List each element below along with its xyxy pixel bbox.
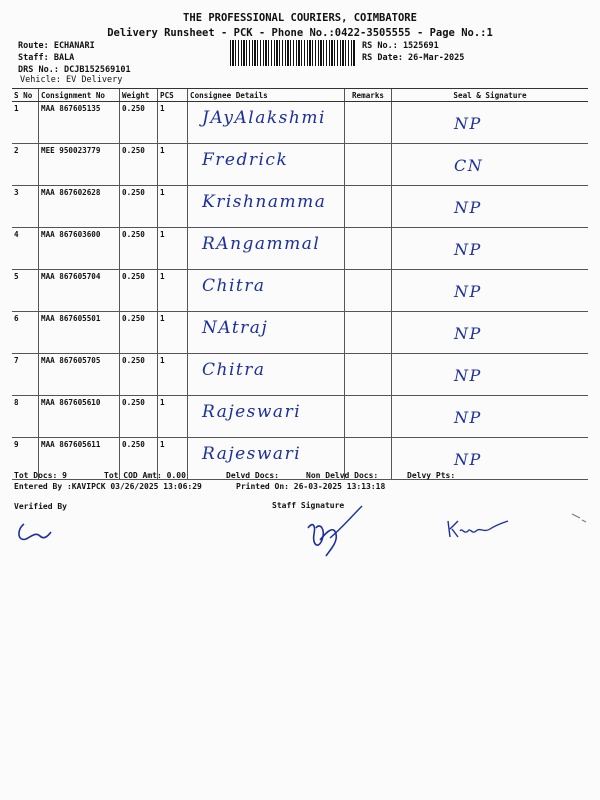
table-row — [12, 270, 588, 312]
cell-pcs: 1 — [158, 312, 188, 354]
cell-sno: 6 — [12, 312, 39, 354]
cell-consignment-no: MAA 867602628 — [39, 186, 120, 228]
cell-pcs: 1 — [158, 186, 188, 228]
total-docs: Tot Docs: 9 — [14, 471, 67, 480]
table-row — [12, 102, 588, 144]
cell-pcs: 1 — [158, 102, 188, 144]
cell-remarks — [345, 312, 392, 354]
drs-number: DRS No.: DCJB152569101 — [18, 65, 131, 75]
staff-signature-scrawl — [300, 500, 370, 560]
cell-pcs: 1 — [158, 354, 188, 396]
cell-consignment-no: MAA 867605704 — [39, 270, 120, 312]
cell-seal-signature — [392, 144, 589, 186]
cell-sno: 2 — [12, 144, 39, 186]
header-remarks: Remarks — [345, 89, 392, 102]
signature-handwriting: NP — [454, 198, 482, 217]
consignee-handwriting: Krishnamma — [202, 192, 327, 212]
cell-consignee — [188, 312, 345, 354]
cell-consignment-no: MAA 867605611 — [39, 438, 120, 480]
cell-consignee — [188, 144, 345, 186]
delivered-docs: Delvd Docs: — [226, 471, 279, 480]
cell-consignment-no: MAA 867605610 — [39, 396, 120, 438]
runsheet-subtitle: Delivery Runsheet - PCK - Phone No.:0422-3505555 - Page No.:1 — [107, 27, 493, 39]
vehicle-label: Vehicle: EV Delivery — [20, 75, 123, 85]
staff-label: Staff: BALA — [18, 53, 75, 63]
table-row — [12, 186, 588, 228]
cell-consignee — [188, 102, 345, 144]
cell-sno: 9 — [12, 438, 39, 480]
consignee-handwriting: Chitra — [202, 276, 266, 296]
cell-weight: 0.250 — [120, 270, 158, 312]
rs-number: RS No.: 1525691 — [362, 41, 439, 51]
header-pcs: PCS — [158, 89, 188, 102]
header-seal-signature: Seal & Signature — [392, 89, 589, 102]
table-header-row — [12, 89, 588, 102]
consignee-handwriting: Chitra — [202, 360, 266, 380]
entered-by: Entered By :KAVIPCK 03/26/2025 13:06:29 — [14, 482, 202, 491]
cell-consignment-no: MAA 867603600 — [39, 228, 120, 270]
total-cod-amount: Tot COD Amt: 0.00 — [104, 471, 186, 480]
cell-weight: 0.250 — [120, 354, 158, 396]
cell-consignment-no: MEE 950023779 — [39, 144, 120, 186]
cell-sno: 1 — [12, 102, 39, 144]
table-row — [12, 438, 588, 480]
cell-sno: 8 — [12, 396, 39, 438]
cell-sno: 3 — [12, 186, 39, 228]
signature-handwriting: NP — [454, 240, 482, 259]
cell-consignment-no: MAA 867605501 — [39, 312, 120, 354]
cell-remarks — [345, 396, 392, 438]
cell-consignee — [188, 186, 345, 228]
cell-consignment-no: MAA 867605705 — [39, 354, 120, 396]
cell-weight: 0.250 — [120, 396, 158, 438]
route-label: Route: ECHANARI — [18, 41, 95, 51]
cell-pcs: 1 — [158, 438, 188, 480]
table-row — [12, 354, 588, 396]
cell-remarks — [345, 354, 392, 396]
cell-consignee — [188, 396, 345, 438]
cell-remarks — [345, 270, 392, 312]
verified-by-label: Verified By — [14, 502, 67, 511]
signature-handwriting: NP — [454, 114, 482, 133]
rs-date: RS Date: 26-Mar-2025 — [362, 53, 465, 63]
cell-remarks — [345, 186, 392, 228]
cell-pcs: 1 — [158, 228, 188, 270]
cell-pcs: 1 — [158, 270, 188, 312]
cell-seal-signature — [392, 312, 589, 354]
table-row — [12, 396, 588, 438]
cell-weight: 0.250 — [120, 144, 158, 186]
consignee-handwriting: JAyAlakshmi — [202, 108, 326, 128]
cell-remarks — [345, 102, 392, 144]
table-row — [12, 228, 588, 270]
additional-signature-scrawl — [444, 515, 514, 543]
staff-signature-label: Staff Signature — [272, 501, 345, 510]
table-row — [12, 312, 588, 354]
cell-seal-signature — [392, 354, 589, 396]
margin-mark — [570, 510, 588, 524]
cell-sno: 5 — [12, 270, 39, 312]
consignee-handwriting: NAtraj — [202, 318, 269, 338]
consignee-handwriting: RAngammal — [202, 234, 321, 254]
consignee-handwriting: Rajeswari — [202, 402, 302, 422]
table-row — [12, 144, 588, 186]
header-weight: Weight — [120, 89, 158, 102]
header-sno: S No — [12, 89, 39, 102]
cell-seal-signature — [392, 396, 589, 438]
cell-pcs: 1 — [158, 144, 188, 186]
cell-weight: 0.250 — [120, 186, 158, 228]
signature-handwriting: NP — [454, 408, 482, 427]
header-consignment: Consignment No — [39, 89, 120, 102]
cell-consignee — [188, 354, 345, 396]
signature-handwriting: NP — [454, 324, 482, 343]
cell-seal-signature — [392, 186, 589, 228]
cell-consignment-no: MAA 867605135 — [39, 102, 120, 144]
consignee-handwriting: Fredrick — [202, 150, 289, 170]
non-delivered-docs: Non Delvd Docs: — [306, 471, 379, 480]
cell-sno: 7 — [12, 354, 39, 396]
cell-seal-signature — [392, 228, 589, 270]
header-consignee: Consignee Details — [188, 89, 345, 102]
signature-handwriting: NP — [454, 450, 482, 469]
cell-seal-signature — [392, 270, 589, 312]
runsheet-table — [12, 88, 588, 480]
verified-signature — [14, 512, 54, 546]
printed-on: Printed On: 26-03-2025 13:13:18 — [236, 482, 386, 491]
cell-weight: 0.250 — [120, 228, 158, 270]
cell-weight: 0.250 — [120, 438, 158, 480]
cell-consignee — [188, 270, 345, 312]
signature-handwriting: NP — [454, 366, 482, 385]
cell-weight: 0.250 — [120, 312, 158, 354]
barcode — [230, 40, 356, 66]
company-title: THE PROFESSIONAL COURIERS, COIMBATORE — [183, 12, 417, 24]
cell-pcs: 1 — [158, 396, 188, 438]
signature-handwriting: NP — [454, 282, 482, 301]
cell-remarks — [345, 144, 392, 186]
consignee-handwriting: Rajeswari — [202, 444, 302, 464]
cell-seal-signature — [392, 102, 589, 144]
cell-sno: 4 — [12, 228, 39, 270]
signature-handwriting: CN — [454, 156, 484, 175]
delivery-points: Delvy Pts: — [407, 471, 456, 480]
cell-remarks — [345, 228, 392, 270]
cell-consignee — [188, 228, 345, 270]
cell-weight: 0.250 — [120, 102, 158, 144]
